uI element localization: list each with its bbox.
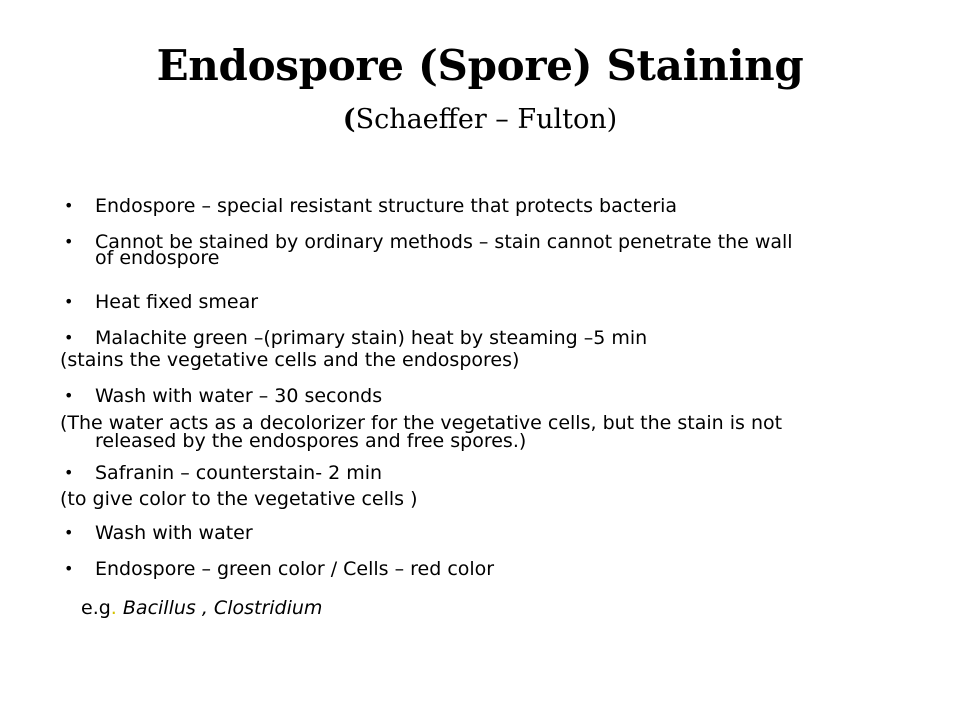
bullet-marker: • bbox=[64, 386, 74, 405]
bullet-item: Heat fixed smear bbox=[95, 291, 259, 313]
slide-subtitle bbox=[0, 100, 960, 140]
slide-title: Endospore (Spore) Staining bbox=[156, 41, 804, 90]
bullet-note: (The water acts as a decolorizer for the vegetative cells, but the stain is not bbox=[60, 412, 783, 434]
bullet-item: Endospore – special resistant structure that protects bacteria bbox=[95, 195, 678, 217]
example-separator: , bbox=[195, 597, 214, 619]
bullet-marker: • bbox=[64, 523, 74, 542]
bullet-item: Wash with water bbox=[95, 522, 253, 544]
bullet-item: Endospore – green color / Cells – red color bbox=[95, 558, 495, 580]
bullet-marker: • bbox=[64, 328, 74, 347]
subtitle-open-paren: ( bbox=[342, 104, 356, 135]
example-dot: . bbox=[110, 597, 117, 619]
bullet-marker: • bbox=[64, 196, 74, 215]
bullet-item: Malachite green –(primary stain) heat by steaming –5 min bbox=[95, 327, 648, 349]
subtitle-text: Schaeffer – Fulton) bbox=[355, 104, 618, 135]
bullet-item: Wash with water – 30 seconds bbox=[95, 385, 383, 407]
bullet-note-continuation: released by the endospores and free spores.) bbox=[95, 430, 527, 452]
example-genus-bacillus: Bacillus bbox=[122, 597, 196, 619]
bullet-item: Cannot be stained by ordinary methods – stain cannot penetrate the wall bbox=[95, 231, 793, 253]
example-line bbox=[81, 598, 322, 618]
bullet-marker: • bbox=[64, 559, 74, 578]
bullet-marker: • bbox=[64, 292, 74, 311]
bullet-item: Safranin – counterstain- 2 min bbox=[95, 462, 383, 484]
bullet-note: (to give color to the vegetative cells ) bbox=[60, 488, 418, 510]
bullet-note: (stains the vegetative cells and the endospores) bbox=[60, 349, 520, 371]
bullet-continuation: of endospore bbox=[95, 247, 220, 269]
bullet-marker: • bbox=[64, 232, 74, 251]
example-genus-clostridium: Clostridium bbox=[213, 597, 323, 619]
bullet-marker: • bbox=[64, 463, 74, 482]
example-prefix: e.g bbox=[81, 597, 111, 619]
